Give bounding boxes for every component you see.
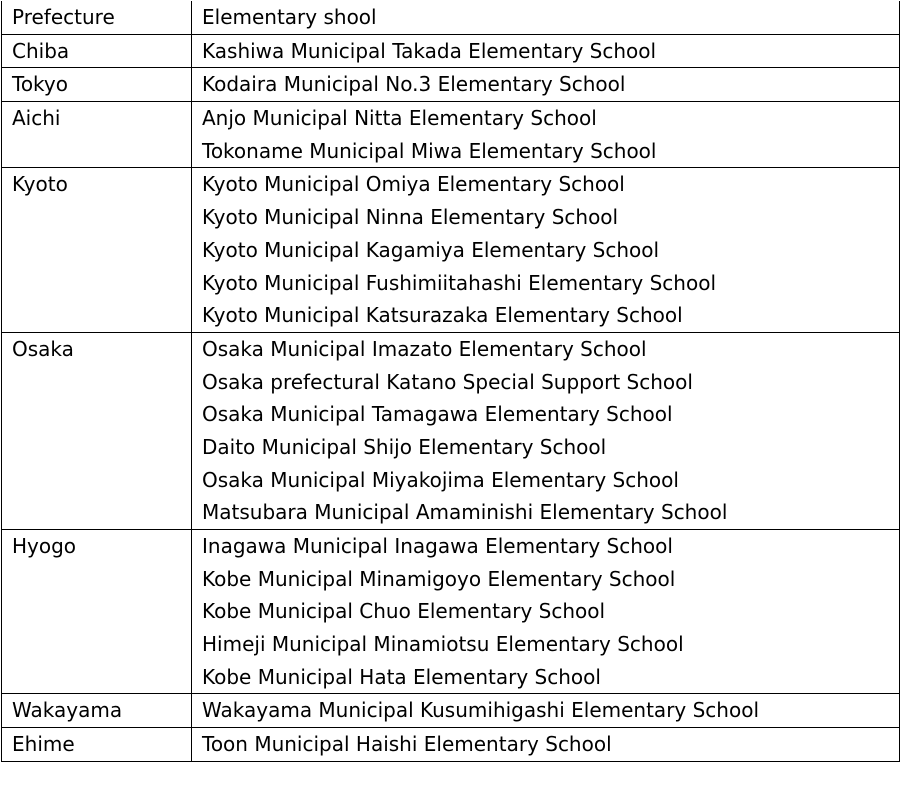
- school-name: Inagawa Municipal Inagawa Elementary School: [202, 534, 673, 559]
- school-name: Kyoto Municipal Katsurazaka Elementary School: [202, 303, 683, 328]
- table-row: [2, 728, 900, 762]
- school-name: Tokoname Municipal Miwa Elementary School: [202, 138, 657, 163]
- school-name: Himeji Municipal Minamiotsu Elementary School: [202, 632, 684, 657]
- school-name: Wakayama Municipal Kusumihigashi Elementary School: [202, 698, 760, 723]
- header-row: [2, 1, 900, 34]
- prefecture-cell: Aichi: [2, 102, 192, 168]
- school-name: Osaka Municipal Miyakojima Elementary School: [202, 467, 679, 492]
- school-name: Matsubara Municipal Amaminishi Elementary School: [202, 500, 728, 525]
- prefecture-cell: Hyogo: [2, 530, 192, 694]
- school-name: Kobe Municipal Hata Elementary School: [202, 664, 601, 689]
- table-row: [2, 68, 900, 102]
- header-prefecture: Prefecture: [2, 1, 192, 34]
- table-body: [2, 34, 900, 761]
- prefecture-cell: Chiba: [2, 34, 192, 68]
- table-row: [2, 332, 900, 529]
- schools-cell: [192, 102, 900, 168]
- schools-cell: [192, 34, 900, 68]
- school-name: Osaka Municipal Imazato Elementary School: [202, 336, 647, 361]
- schools-cell: [192, 694, 900, 728]
- schools-table: [1, 1, 900, 762]
- table-row: [2, 168, 900, 332]
- schools-cell: [192, 530, 900, 694]
- prefecture-cell: Osaka: [2, 332, 192, 529]
- prefecture-cell: Tokyo: [2, 68, 192, 102]
- schools-cell: [192, 68, 900, 102]
- prefecture-cell: Wakayama: [2, 694, 192, 728]
- table-row: [2, 694, 900, 728]
- table-row: [2, 530, 900, 694]
- school-name: Kyoto Municipal Fushimiitahashi Elementary School: [202, 270, 716, 295]
- school-name: Daito Municipal Shijo Elementary School: [202, 434, 607, 459]
- prefecture-cell: Kyoto: [2, 168, 192, 332]
- school-name: Osaka prefectural Katano Special Support School: [202, 369, 693, 394]
- header-school: Elementary shool: [192, 1, 900, 34]
- school-name: Kobe Municipal Minamigoyo Elementary School: [202, 566, 676, 591]
- schools-cell: [192, 332, 900, 529]
- school-name: Kyoto Municipal Omiya Elementary School: [202, 172, 625, 197]
- school-name: Kyoto Municipal Ninna Elementary School: [202, 205, 619, 230]
- school-name: Toon Municipal Haishi Elementary School: [202, 732, 612, 757]
- school-name: Kyoto Municipal Kagamiya Elementary School: [202, 237, 660, 262]
- school-name: Kashiwa Municipal Takada Elementary School: [202, 38, 657, 63]
- school-name: Kodaira Municipal No.3 Elementary School: [202, 72, 626, 97]
- schools-cell: [192, 728, 900, 762]
- table-row: [2, 34, 900, 68]
- school-name: Osaka Municipal Tamagawa Elementary School: [202, 402, 673, 427]
- schools-cell: [192, 168, 900, 332]
- school-name: Anjo Municipal Nitta Elementary School: [202, 106, 597, 131]
- table-row: [2, 102, 900, 168]
- prefecture-cell: Ehime: [2, 728, 192, 762]
- school-name: Kobe Municipal Chuo Elementary School: [202, 599, 606, 624]
